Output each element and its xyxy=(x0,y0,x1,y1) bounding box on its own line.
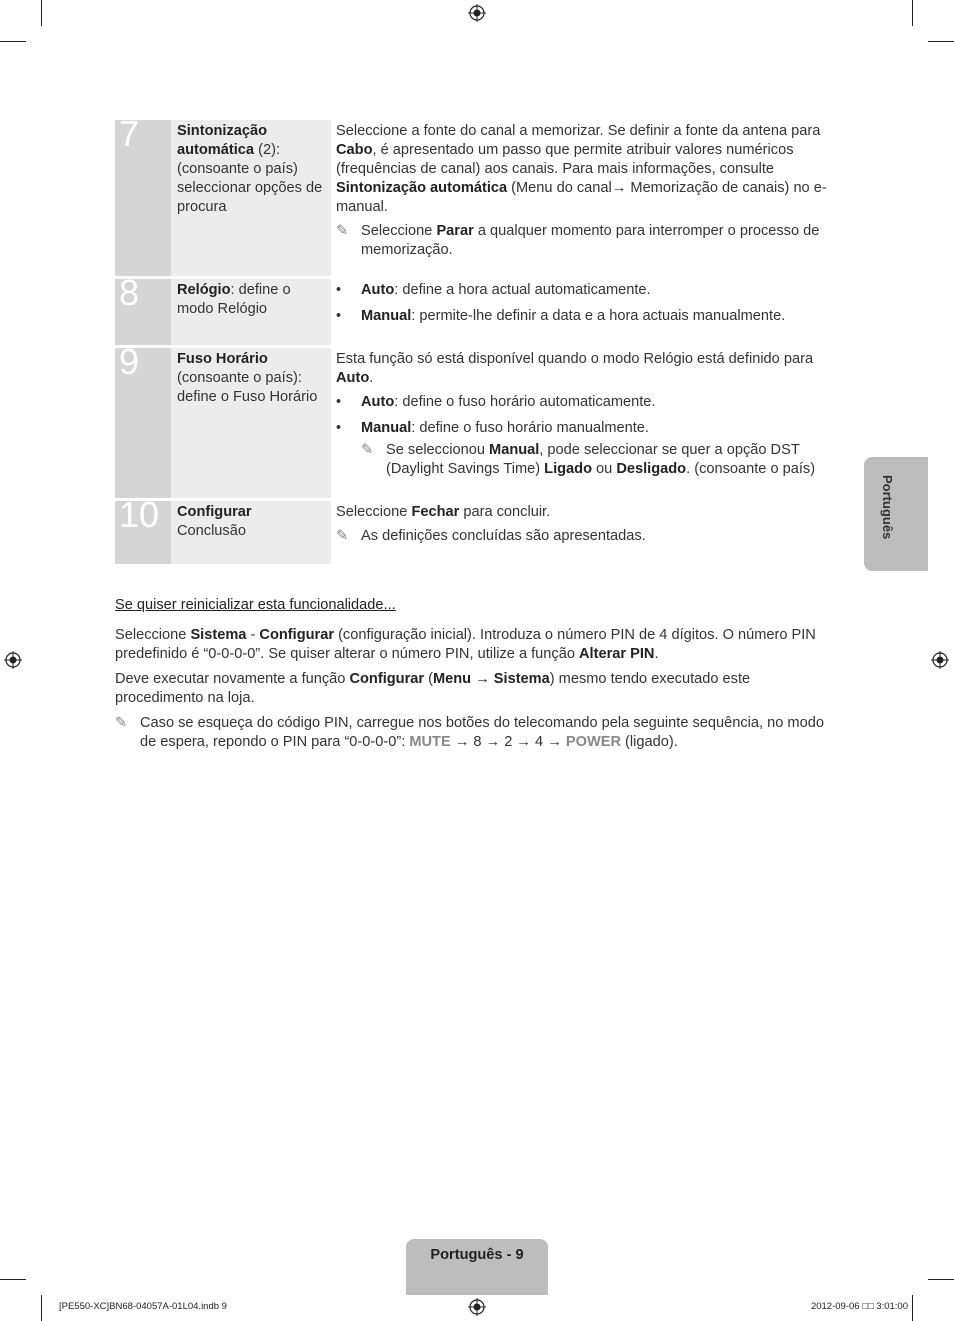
paragraph: Seleccione Sistema - Configurar (configuração inicial). Introduza o número PIN de 4 dígitos. O número PIN predefinido é “0-0-0-0”. Se quiser alterar o número PIN, utilize a função Alterar PIN. xyxy=(115,627,816,662)
bullet-item: • Auto: define o fuso horário automaticamente. xyxy=(336,394,656,410)
step-label: Configurar Conclusão xyxy=(171,501,331,564)
note: ✎ Seleccione Parar a qualquer momento para interromper o processo de memorização. xyxy=(336,223,820,258)
registration-mark-icon xyxy=(931,651,949,669)
step-number: 10 xyxy=(115,501,171,564)
step-label: Fuso Horário (consoante o país): define o Fuso Horário xyxy=(171,348,331,498)
steps-table xyxy=(115,113,833,567)
pencil-note-icon: ✎ xyxy=(115,715,128,731)
note: ✎ As definições concluídas são apresentadas. xyxy=(336,528,646,544)
registration-mark-icon xyxy=(468,1298,486,1316)
page-number: Português - 9 xyxy=(430,1247,524,1263)
crop-mark xyxy=(928,41,954,42)
language-side-tab: Português xyxy=(864,457,928,571)
step-row xyxy=(115,120,833,276)
step-number: 8 xyxy=(115,279,171,345)
registration-mark-icon xyxy=(468,4,486,22)
section-heading: Se quiser reinicializar esta funcionalidade... xyxy=(115,597,396,613)
bullet-item: • Auto: define a hora actual automaticamente. xyxy=(336,282,651,298)
paragraph: Deve executar novamente a função Configurar (Menu → Sistema) mesmo tendo executado este procedimento na loja. xyxy=(115,671,751,706)
reset-section xyxy=(115,596,835,756)
registration-mark-icon xyxy=(4,651,22,669)
step-row xyxy=(115,501,833,564)
pencil-note-icon: ✎ xyxy=(336,528,349,544)
crop-mark xyxy=(0,41,26,42)
crop-mark xyxy=(912,1295,913,1321)
step-number: 9 xyxy=(115,348,171,498)
bullet-item: • Manual: define o fuso horário manualmente. xyxy=(336,420,649,436)
crop-mark xyxy=(928,1279,954,1280)
sub-note: ✎ Se seleccionou Manual, pode seleccionar se quer a opção DST (Daylight Savings Time) Ligado ou Desligado. (consoante o país) xyxy=(361,442,816,477)
step-row xyxy=(115,348,833,498)
page-number-box xyxy=(406,1239,548,1295)
step-number: 7 xyxy=(115,120,171,276)
pencil-note-icon: ✎ xyxy=(361,442,374,458)
step-row xyxy=(115,279,833,345)
step-label: Sintonização automática (2): (consoante o país) seleccionar opções de procura xyxy=(171,120,331,276)
pencil-note-icon: ✎ xyxy=(336,223,349,239)
step-label: Relógio: define o modo Relógio xyxy=(171,279,331,345)
crop-mark xyxy=(912,0,913,26)
bullet-item: • Manual: permite-lhe definir a data e a hora actuais manualmente. xyxy=(336,308,786,324)
step-description: Seleccione a fonte do canal a memorizar. Se definir a fonte da antena para Cabo, é apresentado um passo que permite atribuir valores numéricos (frequências de canal) aos canais. Para mais informações, consulte Sintonização automática (Menu do canal→ Memorização de canais) no e-manual. ✎ Seleccione Parar a qualquer momento para interromper o processo de memorização. xyxy=(331,120,833,276)
crop-mark xyxy=(41,1295,42,1321)
step-description xyxy=(331,279,833,345)
step-description: Esta função só está disponível quando o modo Relógio está definido para Auto. • Auto: define o fuso horário automaticamente. • Manual: define o fuso horário manualmente. ✎ Se seleccionou Manual, pode seleccionar se quer a opção DST (Daylight Savings Time) Ligado ou Desligado. (consoante o país) xyxy=(331,348,833,498)
footer-left: [PE550-XC]BN68-04057A-01L04.indb 9 xyxy=(59,1301,227,1312)
step-description: Seleccione Fechar para concluir. ✎ As definições concluídas são apresentadas. xyxy=(331,501,833,564)
crop-mark xyxy=(0,1279,26,1280)
footer-right: 2012-09-06 □□ 3:01:00 xyxy=(810,1301,908,1312)
note: ✎ Caso se esqueça do código PIN, carregue nos botões do telecomando pela seguinte sequência, no modo de espera, repondo o PIN para “0-0-0-0”: MUTE → 8 → 2 → 4 → POWER (ligado). xyxy=(115,715,824,750)
crop-mark xyxy=(41,0,42,26)
